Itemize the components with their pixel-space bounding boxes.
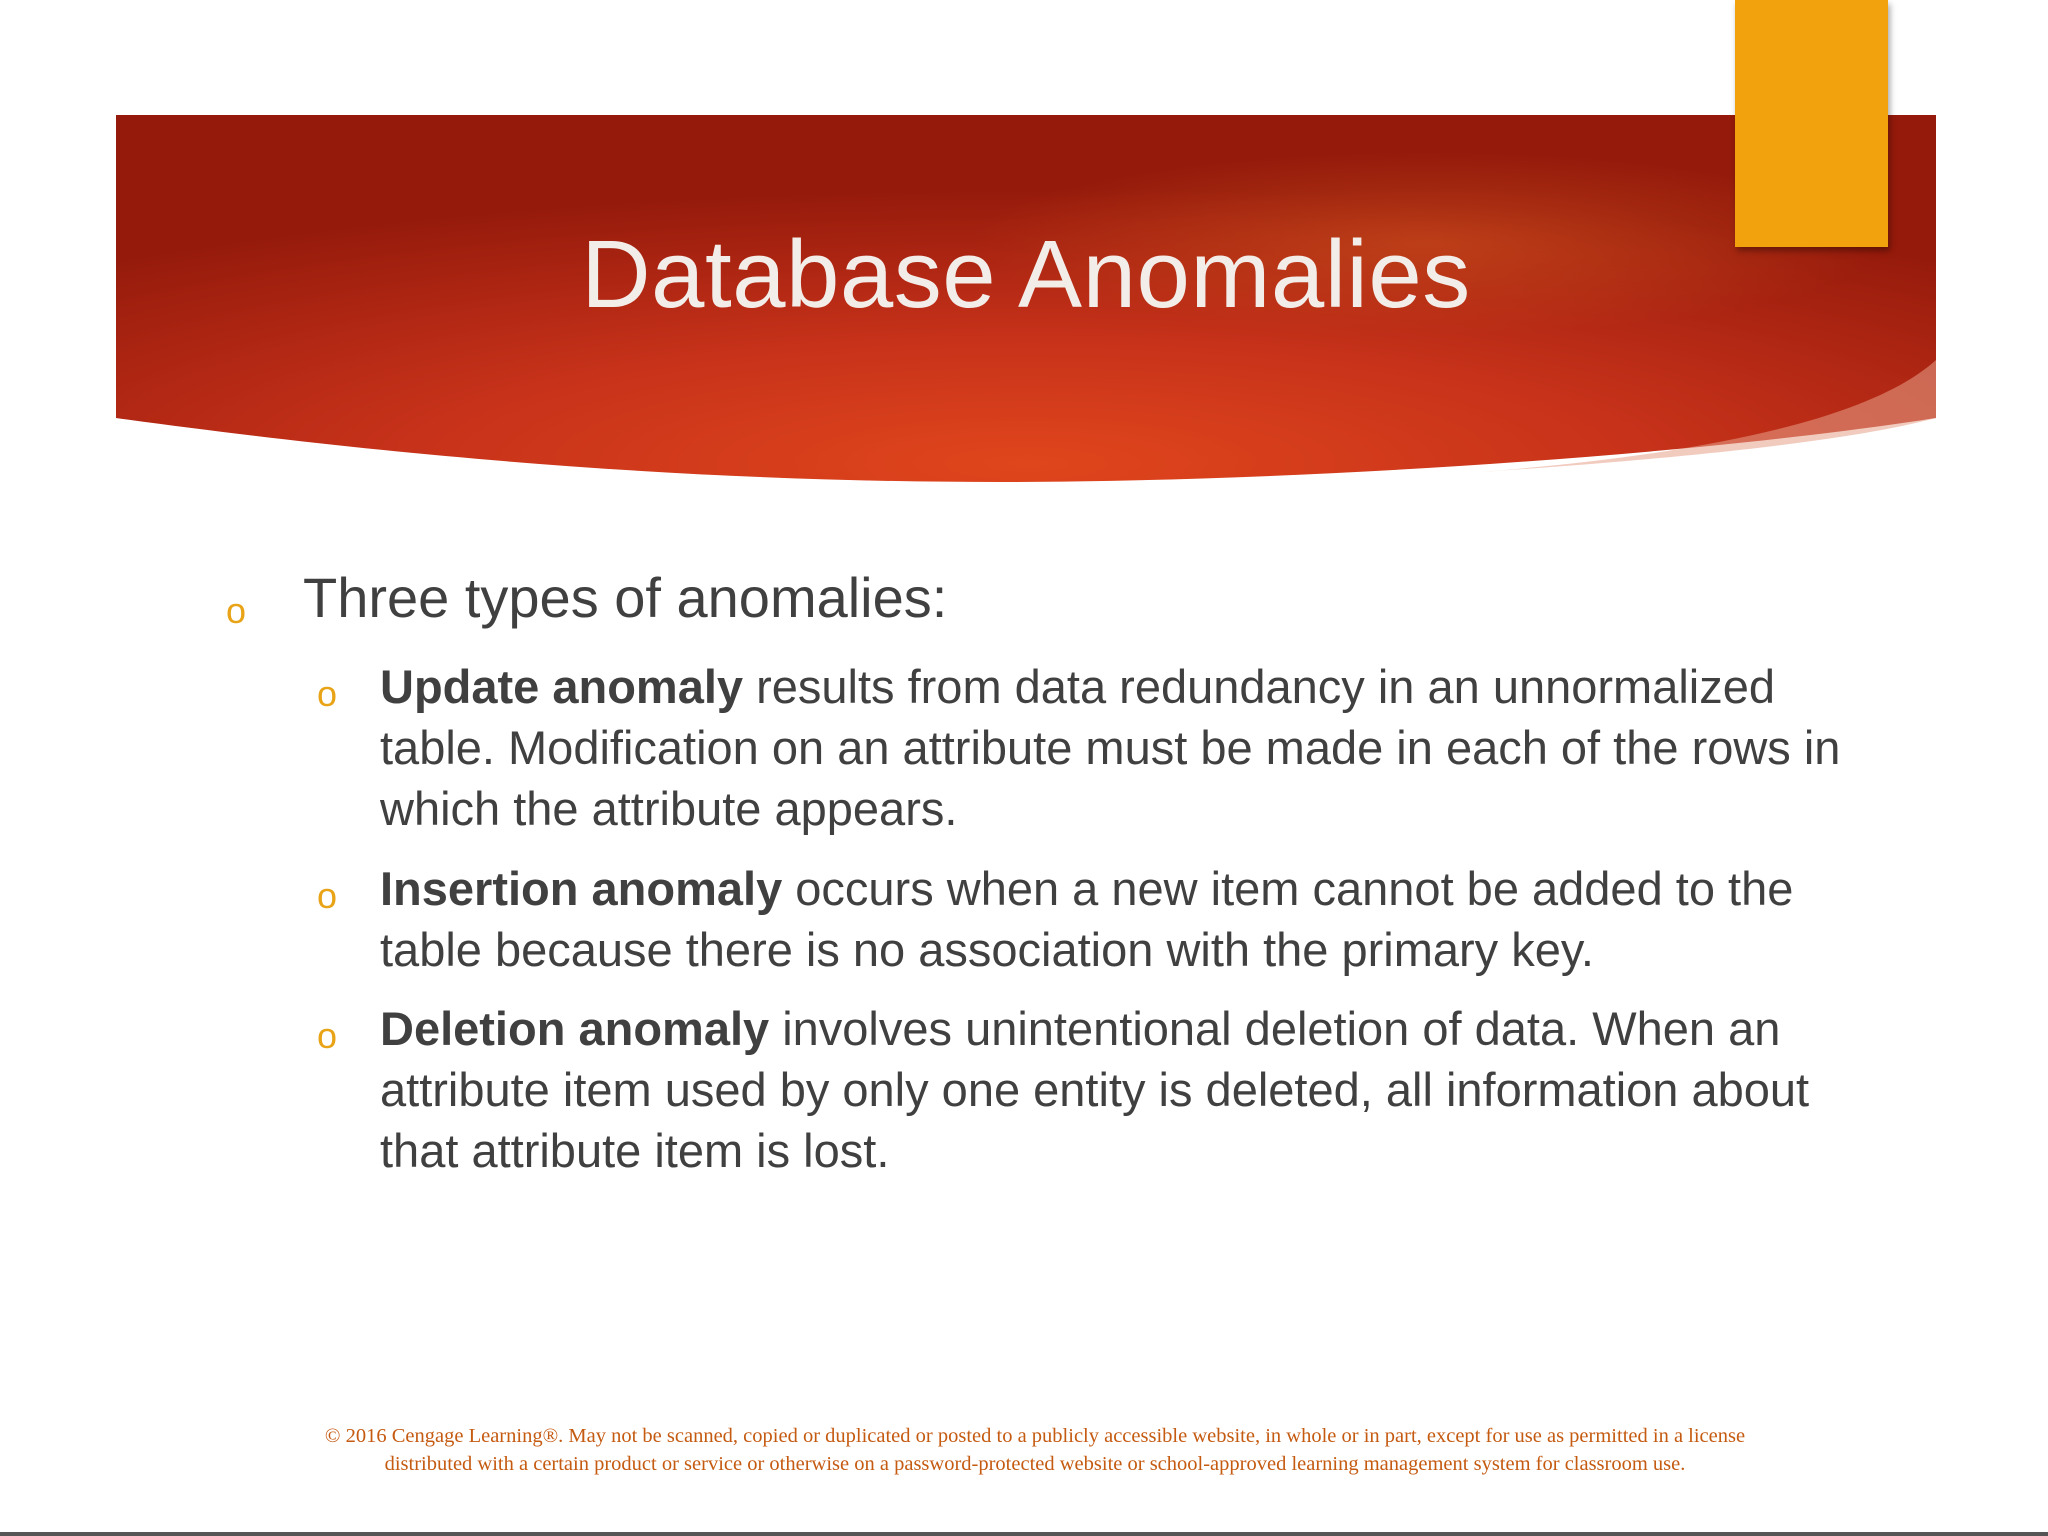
description-insertion-anomaly: occurs when a new item cannot be added to the table because there is no association with the primary key. xyxy=(380,862,1794,976)
footer-line-2: distributed with a certain product or service or otherwise on a password-protected website or school-approved learning management system for classroom use. xyxy=(384,1453,1686,1475)
bullet-icon: o xyxy=(317,875,338,916)
slide-title: Database Anomalies xyxy=(581,221,1471,328)
term-update-anomaly: Update anomaly xyxy=(380,660,744,713)
term-deletion-anomaly: Deletion anomaly xyxy=(380,1002,770,1055)
bullet-icon: o xyxy=(317,673,338,714)
list-item-insertion-anomaly xyxy=(380,858,1880,980)
footer-line-1: © 2016 Cengage Learning®. May not be scanned, copied or duplicated or posted to a publicly accessible website, in whole or in part, except for use as permitted in a license xyxy=(324,1425,1746,1447)
description-update-anomaly: results from data redundancy in an unnormalized table. Modification on an attribute must be made in each of the rows in which the attribute appears. xyxy=(380,660,1841,835)
list-item-update-anomaly xyxy=(380,656,1880,839)
bullet-icon: o xyxy=(226,590,247,631)
term-insertion-anomaly: Insertion anomaly xyxy=(380,862,783,915)
description-deletion-anomaly: involves unintentional deletion of data. When an attribute item used by only one entity is deleted, all information about that attribute item is lost. xyxy=(380,1002,1810,1177)
bullet-icon: o xyxy=(317,1015,338,1056)
bottom-divider xyxy=(0,1532,2048,1536)
list-item-deletion-anomaly xyxy=(380,998,1880,1181)
copyright-footer xyxy=(140,1422,1930,1478)
intro-text: Three types of anomalies: xyxy=(303,566,948,629)
